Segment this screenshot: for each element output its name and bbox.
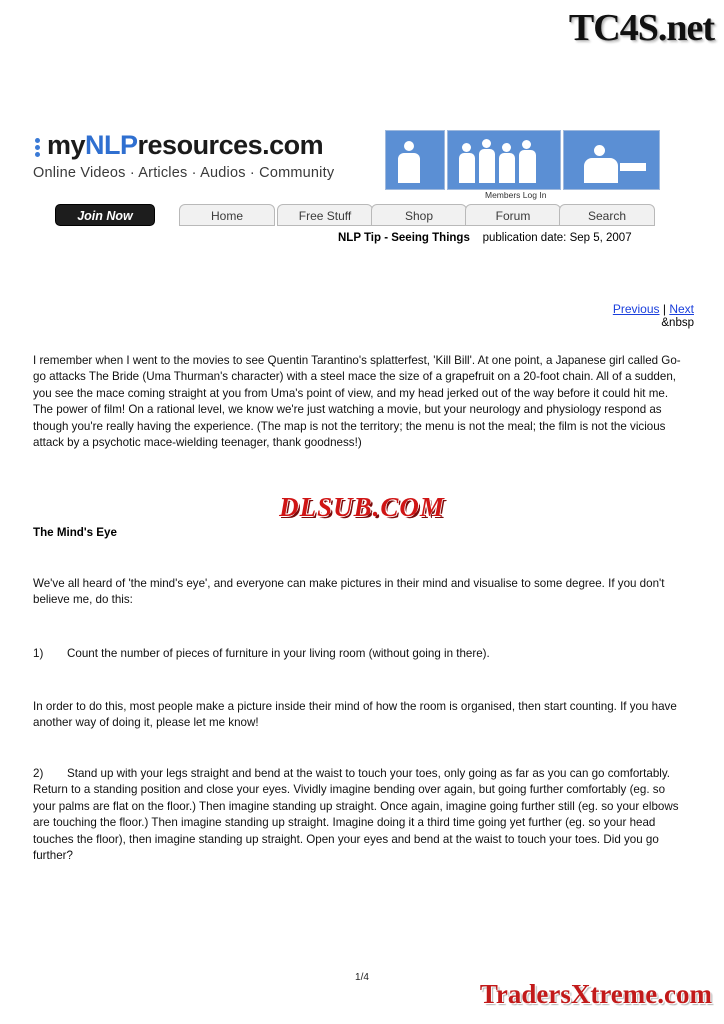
site-logo[interactable] [33,130,373,181]
section-heading-minds-eye: The Mind's Eye [33,526,117,539]
site-navigation [33,204,693,228]
members-login-link[interactable]: Members Log In [485,190,547,200]
dlsub-stamp-text: DLSUB.COM [279,492,445,522]
site-header [33,130,693,238]
logo-mid: NLP [85,130,138,160]
banner-images [385,130,685,188]
list-item-1 [33,646,683,662]
nav-item-forum[interactable]: Forum [465,204,561,226]
paragraph-after-item-1: In order to do this, most people make a picture inside their mind of how the room is organised, then start counting. If you have another way of doing it, please let me know! [33,700,677,730]
pager-separator: | [659,302,670,316]
nav-item-home[interactable]: Home [179,204,275,226]
list-item-1-text: Count the number of pieces of furniture in your living room (without going in there). [67,647,490,660]
banner-image-3 [563,130,660,190]
watermark-tradersxtreme: TradersXtreme.com [479,979,712,1009]
paragraph-minds-eye: We've all heard of 'the mind's eye', and everyone can make pictures in their mind and visualise to some degree. If you don't believe me, do this: [33,577,665,607]
banner-image-2 [447,130,561,190]
banner-image-1 [385,130,445,190]
logo-suffix: resources.com [137,130,324,160]
logo-dots-icon [33,136,47,156]
page-number: 1/4 [355,972,369,983]
list-item-2 [33,766,683,864]
publication-date: publication date: Sep 5, 2007 [482,232,632,244]
nav-item-free-stuff[interactable]: Free Stuff [277,204,373,226]
logo-prefix: my [47,130,86,160]
next-link[interactable]: Next [669,302,694,316]
nav-item-shop[interactable]: Shop [371,204,467,226]
paragraph-intro: I remember when I went to the movies to see Quentin Tarantino's splatterfest, 'Kill Bill'. At one point, a Japanese girl called Go-go attacks The Bride (Uma Thurman's character) with a steel mace the size of a grapefruit on a 20-foot chain. All of a sudden, you see the mace coming straight at you from Uma's point of view, and my head jerked out of the way before it could hit me. The power of film! On a rational level, we know we're just watching a movie, but your neurology and physiology respond as though you're really having the experience. (The map is not the territory; the menu is not the meal; the film is not the vicious attack by a psychotic mace-wielding teenager, thank goodness!) [33,354,681,450]
logo-wordmark [33,130,373,161]
list-item-2-text: Stand up with your legs straight and bend at the waist to touch your toes, only going as far as you can go comfortably. Return to a standing position and close your eyes. Vividly imagine bending over again, but going further comfortably (eg. so your palms are flat on the floor.) Then imagine standing up straight. Once again, imagine going further still (eg. so your elbows are touching the floor.) Then imagine standing up straight. Imagine doing it a third time going yet further (eg. so your head touches the floor), then imagine standing up straight. Open your eyes and bend at the waist to touch your toes. Did you go further? [33,767,679,863]
list-item-1-number: 1) [33,647,44,660]
nav-join-now-button[interactable]: Join Now [55,204,155,226]
nav-item-search[interactable]: Search [559,204,655,226]
list-item-2-number: 2) [33,767,44,780]
watermark-dlsub [222,492,502,528]
pager-links [613,302,694,316]
document-title-line [338,232,694,244]
nbsp-text: &nbsp [661,317,694,329]
logo-tagline: Online Videos · Articles · Audios · Community [33,165,335,181]
watermark-tc4s: TC4S.net [568,7,714,49]
previous-link[interactable]: Previous [612,302,660,316]
page-title: NLP Tip - Seeing Things [338,232,470,244]
